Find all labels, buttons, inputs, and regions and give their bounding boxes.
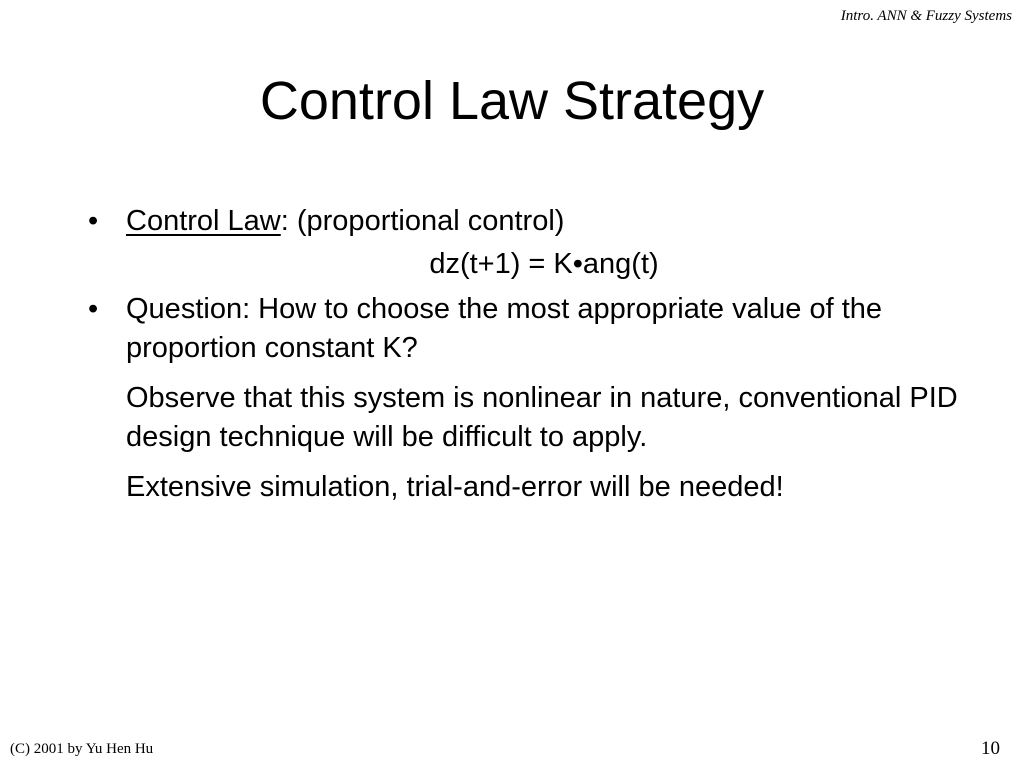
- paragraph-simulation: Extensive simulation, trial-and-error will be needed!: [126, 471, 784, 503]
- formula: dz(t+1) = K•ang(t): [429, 248, 659, 280]
- bullet-icon: •: [88, 205, 99, 237]
- bullet-icon: •: [88, 293, 99, 325]
- page-number: 10: [981, 738, 1000, 759]
- bullet-question: [82, 290, 962, 368]
- control-law-description: : (proportional control): [280, 205, 565, 237]
- question-text: Question: How to choose the most appropriate value of the proportion constant K?: [126, 293, 883, 364]
- paragraph-nonlinear: Observe that this system is nonlinear in nature, conventional PID design technique will be difficult to apply.: [126, 382, 958, 453]
- slide-body: [82, 202, 962, 507]
- header-course-title: Intro. ANN & Fuzzy Systems: [840, 8, 1012, 24]
- bullet-control-law: [82, 202, 962, 241]
- slide-title: Control Law Strategy: [259, 71, 765, 131]
- footer-copyright: (C) 2001 by Yu Hen Hu: [10, 741, 154, 757]
- control-law-term: Control Law: [126, 205, 281, 237]
